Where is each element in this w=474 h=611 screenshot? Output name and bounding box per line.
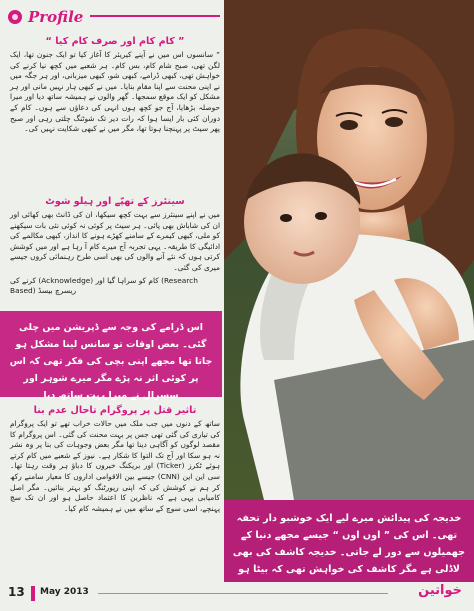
mother-baby-illustration xyxy=(224,0,474,500)
page-number: 13 xyxy=(8,585,25,599)
acknowledge-term: (Acknowledge) xyxy=(38,275,94,285)
article-paragraph-1: ” سانسوں اس میں نے آپنے کیریئر کا آغاز کیا تو ایک جنون تھا، ایک لگن تھی، صبح شام کام، بس کام۔ ہر شعبے میں کچھ نیا کرنے کی خواہش تھی، کبھی ڈرامے، کبھی شو، کبھی میزبانی، اور ہر جگہ میں نے اپنی محنت سے اپنا مقام بنایا۔ میں نے کبھی ہار نہیں مانی اور ہر مشکل کو ایک موقع سمجھا۔ گھر والوں نے ہمیشہ ساتھ دیا اور میرا حوصلہ بڑھایا، آج جو کچھ ہوں انہی کی دعاؤں سے ہوں۔ کام کے دوران کئی بار ایسا ہوا کہ رات دیر تک شوٹنگ چلتی رہی اور صبح پھر سیٹ پر پہنچنا ہوتا تھا، مگر میں نے کبھی شکایت نہیں کی۔ xyxy=(10,50,220,134)
cover-photo xyxy=(224,0,474,500)
footer-rule xyxy=(98,593,388,594)
cnn-term: (CNN) xyxy=(157,471,180,481)
article-column-top xyxy=(10,36,220,135)
section-label: Profile xyxy=(28,8,84,26)
issue-date: May 2013 xyxy=(40,587,89,597)
pull-quote: اس ڈرامے کی وجہ سے ڈپریشن میں چلی گئی۔ بعض اوقات تو سانس لینا مشکل ہو جاتا تھا مجھے اپنی بچی کی فکر تھی کہ اس پر کوئی اثر نہ پڑے مگر میرے شوہر اور سسرال نے میرا بہت ساتھ دیا xyxy=(0,311,222,397)
page-footer xyxy=(8,583,466,607)
bullet-icon xyxy=(8,10,22,24)
subheading-quote: ” کام کام اور صرف کام کیا “ xyxy=(45,36,185,47)
ticker-term: (Ticker) xyxy=(156,461,185,471)
article-paragraph-2: میں نے اپنے سینئرز سے بہت کچھ سیکھا، ان کی ڈانٹ بھی کھائی اور ان کی شاباش بھی پائی۔ ہر سیٹ پر کوئی نہ کوئی نئی بات سیکھنے کو ملی، کبھی کیمرے کے سامنے کھڑے ہونے کا انداز، کبھی مکالمے کی ادائیگی کا طریقہ۔ یہی تجربہ آج میرے کام آ رہا ہے اور میں کوشش کرتی ہوں کہ نئے آنے والوں کی بھی اسی طرح رہنمائی کروں جیسے میری کی گئی۔ xyxy=(10,210,220,272)
header-rule xyxy=(90,15,220,17)
section-header xyxy=(8,8,83,26)
photo-caption: خدیجہ کی پیدائش میرے لیے ایک خوشبو دار تحفہ تھی۔ اس کی ” اوں اوں “ جیسے مجھے دنیا کے جھمیلوں سے دور لے جاتی۔ خدیجہ کاشف کی بھی لاڈلی ہے مگر کاشف کی خواہش تھی کہ بیٹا ہو xyxy=(224,500,474,582)
article-paragraph-3: ساتھ کے دنوں میں جب ملک میں حالات خراب تھے تو ایک پروگرام کی تیاری کی گئی تھی جس پر بہت محنت کی گئی۔ اس پروگرام کا مقصد لوگوں کو آگاہی دینا تھا مگر بعض وجوہات کی بنا پر وہ نشر نہ ہو سکا اور آج تک التوا کا شکار ہے۔ نیوز کے شعبے میں کام کرتے ہوئے ٹکرز (Ticker) اور بریکنگ خبروں کا دباؤ ہر وقت رہتا تھا۔ سی این این (CNN) جیسے بین الاقوامی اداروں کا معیار سامنے رکھ کر ہم نے کوشش کی کہ اپنی رپورٹنگ کو بہتر بنائیں۔ مگر اصل کامیابی یہی ہے کہ ناظرین کا اعتماد حاصل ہو اور ان تک سچ پہنچے، اسی سوچ کے ساتھ میں نے ہمیشہ کام کیا۔ xyxy=(10,419,220,513)
article-column-middle xyxy=(10,196,220,297)
acknowledgement-line: کرنے کی (Acknowledge) کام کو سراہا گیا اور (Research Based) ریسرچ بیسڈ xyxy=(10,275,198,296)
footer-accent-bar xyxy=(31,586,35,601)
magazine-logo: خواتین xyxy=(418,583,462,598)
subheading-seniors: سینئرز کے تھپّے اور ہیلو شوٹ xyxy=(45,196,185,207)
research-term: (Research Based) xyxy=(10,275,198,296)
article-column-bottom xyxy=(10,405,220,514)
subheading-program: تاثیر قتل پر پروگرام تاحال عدم بنا xyxy=(33,405,197,416)
